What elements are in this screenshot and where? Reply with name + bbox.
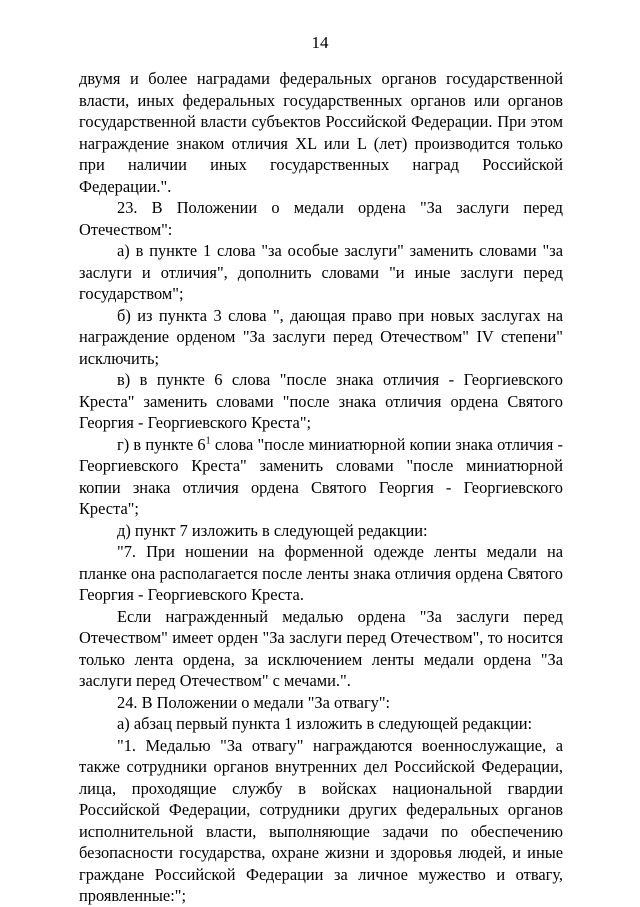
paragraph-item-24: 24. В Положении о медали "За отвагу":: [117, 692, 391, 712]
page-number: 14: [311, 33, 329, 52]
paragraph-item-24-a: а) абзац первый пункта 1 изложить в следующей редакции:: [117, 714, 533, 733]
paragraph-item-23-b: б) из пункта 3 слова ", дающая право при новых заслугах на награждение орденом "За заслуги перед Отечеством" IV степени" исключить;: [79, 305, 563, 368]
document-body: [79, 68, 563, 907]
paragraph-quote-7: "7. При ношении на форменной одежде ленты медали на планке она располагается после ленты знака отличия ордена Святого Георгия - Георгиевского Креста.: [79, 542, 563, 604]
paragraph-continuation: двумя и более наградами федеральных органов государственной власти, иных федеральных государственных органов или органов государственной власти субъектов Российской Федерации. При этом награждение знаком отличия XL или L (лет) производится только при наличии иных государственных наград Российской Федерации.".: [79, 69, 563, 196]
paragraph-quote-7-cont: Если награжденный медалью ордена "За заслуги перед Отечеством" имеет орден "За заслуги перед Отечеством", то носится только лента ордена, за исключением ленты медали ордена "За заслуги перед Отечеством" с мечами.".: [79, 606, 563, 690]
paragraph-item-23-g-rest: слова "после миниатюрной копии знака отличия - Георгиевского Креста" заменить словами "после миниатюрной копии знака отличия ордена Святого Георгия - Георгиевского Креста";: [79, 434, 563, 518]
superscript-index: 1: [205, 435, 211, 447]
paragraph-item-23-d: д) пункт 7 изложить в следующей редакции:: [117, 520, 428, 540]
paragraph-quote-1: "1. Медалью "За отвагу" награждаются военнослужащие, а также сотрудники органов внутренних дел Российской Федерации, лица, проходящие службу в войсках национальной гвардии Российской Федерации, сотрудники других федеральных органов исполнительной власти, выполняющие задачи по обеспечению безопасности государства, охране жизни и здоровья людей, и иные граждане Российской Федерации за личное мужество и отвагу, проявленные:";: [79, 735, 563, 905]
paragraph-item-23-g: [79, 434, 563, 520]
paragraph-item-23-a: а) в пункте 1 слова "за особые заслуги" заменить словами "за заслуги и отличия", дополнить словами "и иные заслуги перед государством";: [79, 241, 563, 303]
paragraph-item-23: 23. В Положении о медали ордена "За заслуги перед Отечеством":: [79, 198, 563, 239]
paragraph-item-23-v: в) в пункте 6 слова "после знака отличия - Георгиевского Креста" заменить словами "после знака отличия ордена Святого Георгия - Георгиевского Креста";: [79, 370, 563, 432]
paragraph-item-23-g-lead: г) в пункте 6: [117, 434, 206, 454]
